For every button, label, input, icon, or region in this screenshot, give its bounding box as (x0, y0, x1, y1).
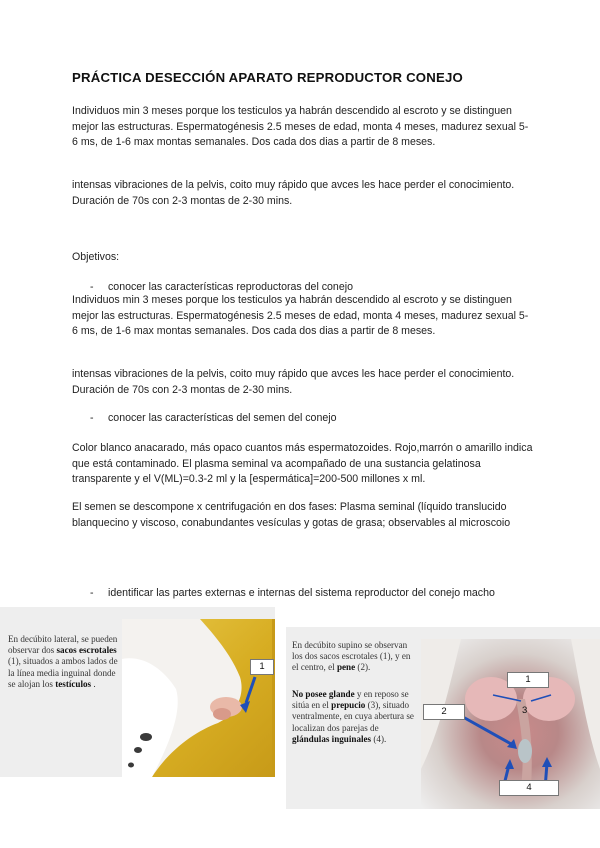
bullet-item (90, 586, 495, 602)
intro-paragraph-1: Individuos min 3 meses porque los testiculos ya habrán descendido al escroto y se distinguen mejor las estructuras. Espermatogénesis 2.5 meses de edad, monta 4 meses, madurez sexual 5-6 ms, de 1-6 max montas semanales. Dos cada dos dias a partir de 8 meses. (72, 105, 529, 149)
figure-right-caption-b: No posee glande y en reposo se sitúa en el prepucio (3), situado ventralmente, en cuya abertura se localizan dos parejas de glándulas inguinales (4). (292, 689, 414, 744)
bullet-text: conocer las características reproductoras del conejo (108, 281, 353, 293)
semen-paragraph-1: Color blanco anacarado, más opaco cuantos más espermatozoides. Rojo,marrón o amarillo indica que está contaminado. El plasma seminal va acompañado de una sustancia gelatinosa transparente y el V(ML)=0.3-2 ml y la [espermática]=200-500 millones x ml. (72, 442, 533, 486)
bullet-dash: - (90, 412, 94, 424)
bullet-dash: - (90, 281, 94, 293)
label-1: 1 (250, 659, 274, 675)
bullet-dash: - (90, 587, 94, 599)
rabbit-supine-photo (421, 639, 600, 809)
objetivos-label: Objetivos: (72, 251, 120, 263)
figure-supine-view (286, 627, 600, 809)
bullet-text: conocer las características del semen del conejo (108, 412, 337, 424)
bullet-text: identificar las partes externas e internas del sistema reproductor del conejo macho (108, 587, 495, 599)
repeat-paragraph-2: intensas vibraciones de la pelvis, coito muy rápido que avces les hace perder el conocimiento. Duración de 70s con 2-3 montas de 2-30 mins. (72, 368, 515, 396)
rabbit-lateral-illustration (122, 619, 275, 777)
repeat-paragraph-1: Individuos min 3 meses porque los testiculos ya habrán descendido al escroto y se distinguen mejor las estructuras. Espermatogénesis 2.5 meses de edad, monta 4 meses, madurez sexual 5-6 ms, de 1-6 max montas semanales. Dos cada dos dias a partir de 8 meses. (72, 294, 529, 338)
label-3: 3 (522, 705, 528, 716)
page-title: PRÁCTICA DESECCIÓN APARATO REPRODUCTOR CONEJO (72, 70, 463, 85)
rabbit-lateral-photo (122, 619, 275, 777)
label-2: 2 (423, 704, 465, 720)
bullet-item (90, 411, 336, 427)
semen-paragraph-2: El semen se descompone x centrifugación en dos fases: Plasma seminal (líquido translucido blanquecino y viscoso, conabundantes vesículas y gotas de grasa; observables al microscoio (72, 501, 511, 529)
label-1: 1 (507, 672, 549, 688)
figure-left-caption: En decúbito lateral, se pueden observar dos sacos escrotales (1), situados a ambos lados de la línea media inguinal donde se alojan los testículos . (8, 634, 118, 689)
figure-lateral-view (0, 607, 275, 777)
figure-right-caption-a: En decúbito supino se observan los dos sacos escrotales (1), y en el centro, el pene (2). (292, 640, 411, 673)
label-4: 4 (499, 780, 559, 796)
intro-paragraph-2: intensas vibraciones de la pelvis, coito muy rápido que avces les hace perder el conocimiento. Duración de 70s con 2-3 montas de 2-30 mins. (72, 179, 515, 207)
